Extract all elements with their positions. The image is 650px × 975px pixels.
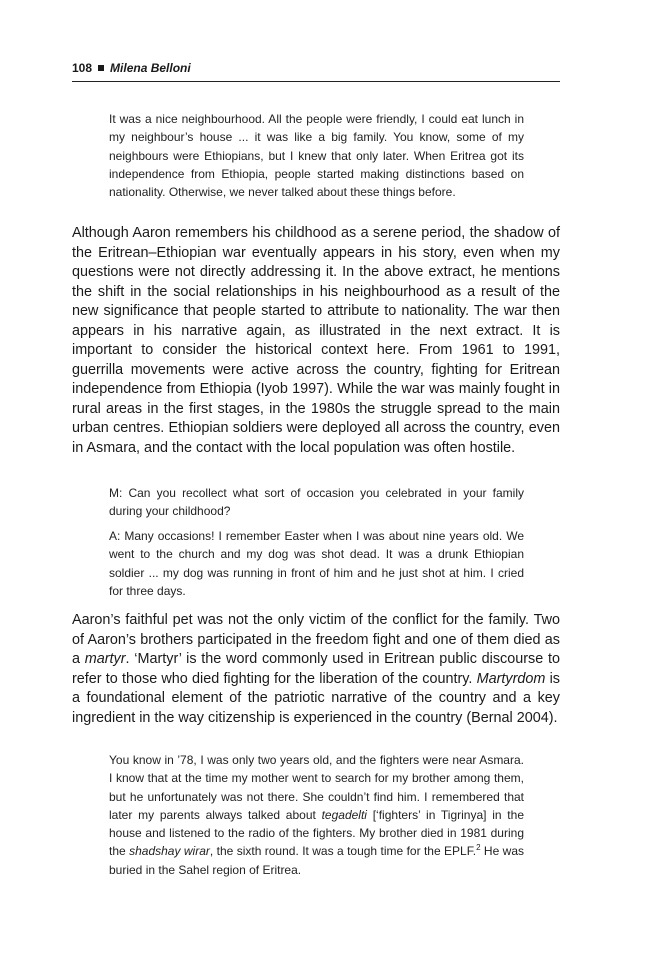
block-quote-brother [109, 751, 524, 879]
separator-square-icon [98, 65, 104, 71]
footnote-marker: 2 [476, 843, 481, 853]
italic-term-martyrdom: Martyrdom [476, 670, 546, 687]
author-name: Milena Belloni [110, 61, 191, 75]
quote-text: , the sixth round. It was a tough time for the EPLF. [209, 844, 477, 859]
block-quote-neighbourhood: It was a nice neighbourhood. All the people were friendly, I could eat lunch in my neighbour’s house ... it was like a big family. You know, some of my neighbours were Ethiopians, but I knew that only later. When Eritrea got its independence from Ethiopia, people started making distinctions based on nationality. Otherwise, we never talked about these things before. [109, 112, 524, 200]
running-header [72, 61, 560, 82]
paragraph-text: is a foundational element of the patriotic narrative of the country and a key ingredient in the way citizenship is experienced in the country (Bernal 2004). [72, 670, 560, 726]
quote-text: He was buried in the Sahel region of Eritrea. [109, 844, 525, 877]
italic-term-shadshay-wirar: shadshay wirar [129, 844, 210, 859]
quote-text: You know in ’78, I was only two years old, and the fighters were near Asmara. I know that at the time my mother went to search for my brother among them, but he unfortunately was not there. She couldn’t find him. I remembered that later my parents always talked about [109, 753, 524, 822]
interview-answer: A: Many occasions! I remember Easter when I was about nine years old. We went to the church and my dog was shot dead. It was a drunk Ethiopian soldier ... my dog was running in front of him and he just shot at him. I cried for three days. [109, 529, 524, 598]
italic-term-tegadelti: tegadelti [321, 807, 367, 822]
italic-term-martyr: martyr [84, 651, 126, 667]
paragraph-martyrdom [72, 611, 560, 728]
quote-text: [‘fighters’ in Tigrinya] in the house and listened to the radio of the fighters. My brother died in 1981 during the [109, 807, 524, 859]
paragraph-text: Aaron’s faithful pet was not the only victim of the conflict for the family. Two of Aaron’s brothers participated in the freedom fight and one of them died as a [72, 612, 560, 667]
interview-question: M: Can you recollect what sort of occasion you celebrated in your family during your childhood? [109, 486, 524, 519]
paragraph-text: . ‘Martyr’ is the word commonly used in Eritrean public discourse to refer to those who died fighting for the liberation of the country. [72, 651, 560, 687]
page-number: 108 [72, 61, 93, 75]
paragraph-childhood-war: Although Aaron remembers his childhood as a serene period, the shadow of the Eritrean–Ethiopian war eventually appears in his story, even when my questions were not directly addressing it. In the above extract, he mentions the shift in the social relationships in his neighbourhood as a result of the new significance that people started to attribute to nationality. The war then appears in his narrative again, as illustrated in the next extract. It is important to consider the historical context here. From 1961 to 1991, guerrilla movements were active across the country, fighting for Eritrean independence from Ethiopia (Iyob 1997). While the war was mainly fought in rural areas in the first stages, in the 1980s the struggle spread to the main urban centres. Ethiopian soldiers were deployed all across the country, even in Asmara, and the contact with the local population was often hostile. [72, 225, 560, 456]
